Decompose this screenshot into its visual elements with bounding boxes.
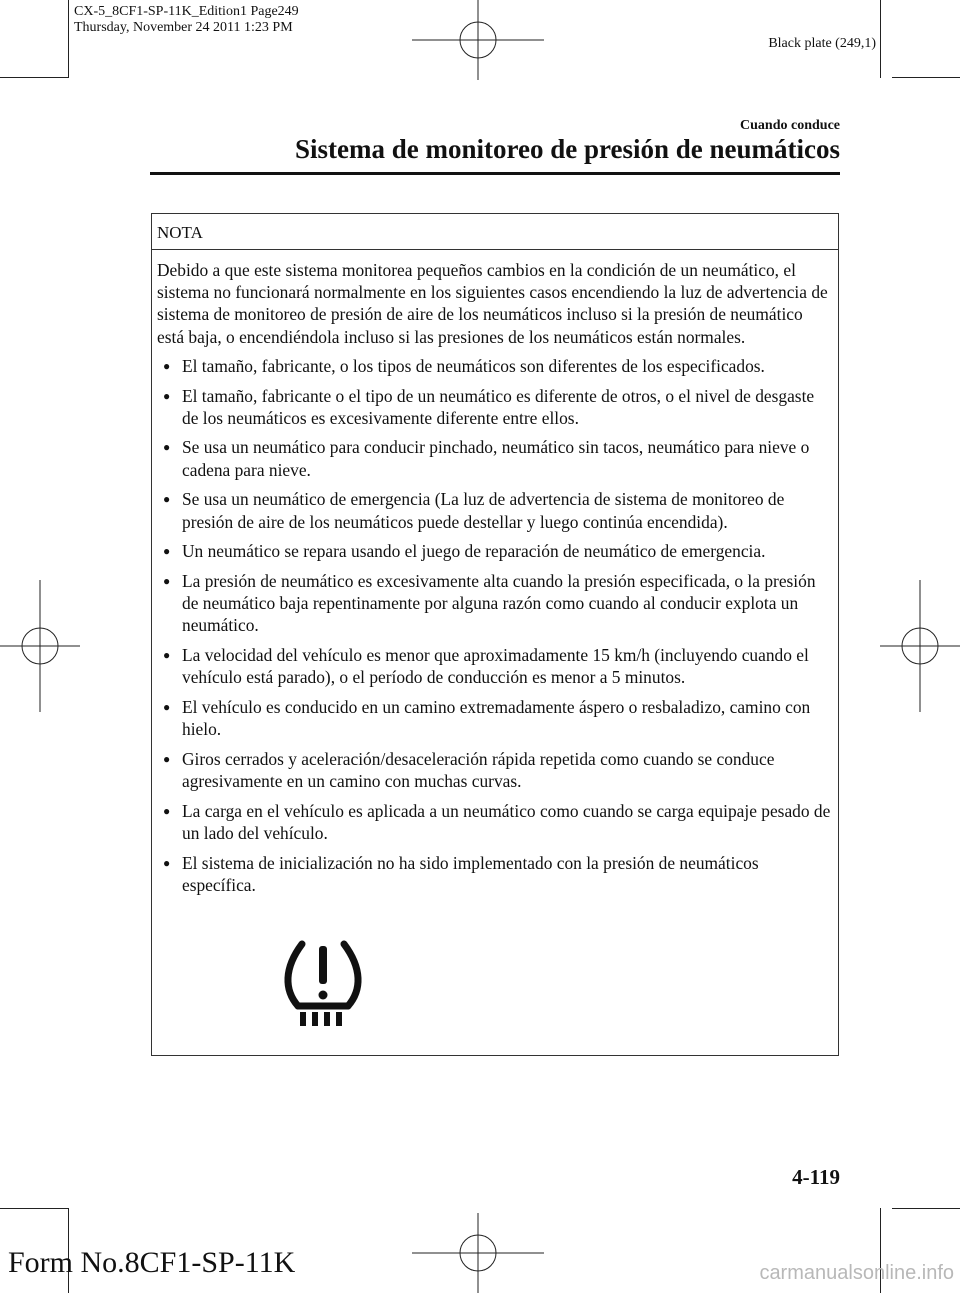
bullet-icon: ● — [163, 388, 171, 403]
bullet-list — [157, 355, 832, 896]
crop-mark — [0, 1208, 68, 1209]
print-file-line: CX-5_8CF1-SP-11K_Edition1 Page249 — [74, 4, 299, 19]
bullet-icon: ● — [163, 648, 171, 663]
crop-mark — [0, 77, 68, 78]
note-heading: NOTA — [152, 214, 838, 250]
bullet-icon: ● — [163, 358, 171, 373]
form-number: Form No.8CF1-SP-11K — [8, 1246, 296, 1279]
list-item: ● La velocidad del vehículo es menor que aproximadamente 15 km/h (incluyendo cuando el vehículo está parado), o el período de conducción es menor a 5 minutos. — [163, 645, 809, 688]
list-item: ● La carga en el vehículo es aplicada a un neumático como cuando se carga equipaje pesado de un lado del vehículo. — [163, 800, 831, 843]
bullet-icon: ● — [163, 492, 171, 507]
bullet-icon: ● — [163, 699, 171, 714]
list-item: ● El tamaño, fabricante o el tipo de un neumático es diferente de otros, o el nivel de desgaste de los neumáticos es excesivamente diferente entre ellos. — [163, 385, 815, 428]
section-label: Cuando conduce — [740, 118, 840, 133]
registration-mark-right — [880, 580, 960, 712]
list-item: ● Se usa un neumático para conducir pinchado, neumático sin tacos, neumático para nieve o cadena para nieve. — [163, 437, 810, 480]
note-box — [151, 213, 839, 1056]
bullet-icon: ● — [163, 855, 171, 870]
bullet-icon: ● — [163, 544, 171, 559]
tire-pressure-warning-icon — [280, 938, 366, 1030]
note-intro: Debido a que este sistema monitorea pequeños cambios en la condición de un neumático, el sistema no funcionará normalmente en los siguientes casos encendiendo la luz de advertencia de sistema de monitoreo de presión de aire de los neumáticos incluso si la presión de neumático está baja, o encendiéndola incluso si las presiones de los neumáticos están normales. — [157, 260, 828, 347]
registration-mark-top — [412, 0, 544, 80]
bullet-icon: ● — [163, 751, 171, 766]
list-item: ● Se usa un neumático de emergencia (La luz de advertencia de sistema de monitoreo de presión de aire de los neumáticos puede destellar y luego continúa encendida). — [163, 489, 785, 532]
list-item: ● La presión de neumático es excesivamente alta cuando la presión especificada, o la presión de neumático baja repentinamente por alguna razón como cuando al conducir explota un neumático. — [163, 570, 816, 636]
list-item: ● El vehículo es conducido en un camino extremadamente áspero o resbaladizo, camino con hielo. — [163, 696, 811, 740]
list-item: ● El tamaño, fabricante, o los tipos de neumáticos son diferentes de los especificados. — [163, 355, 765, 376]
title-rule — [150, 172, 840, 175]
bullet-icon: ● — [163, 803, 171, 818]
print-date-line: Thursday, November 24 2011 1:23 PM — [74, 20, 293, 35]
page-number: 4-119 — [792, 1165, 840, 1189]
list-item: ● Un neumático se repara usando el juego de reparación de neumático de emergencia. — [163, 541, 766, 562]
watermark: carmanualsonline.info — [759, 1262, 954, 1284]
plate-label: Black plate (249,1) — [768, 36, 876, 51]
crop-mark — [892, 77, 960, 78]
crop-mark — [880, 0, 881, 78]
list-item: ● Giros cerrados y aceleración/desaceleración rápida repetida como cuando se conduce agresivamente en un camino con muchas curvas. — [163, 748, 775, 792]
note-body — [152, 250, 838, 896]
registration-mark-left — [0, 580, 80, 712]
bullet-icon: ● — [163, 440, 171, 455]
list-item: ● El sistema de inicialización no ha sido implementado con la presión de neumáticos específica. — [163, 852, 759, 895]
crop-mark — [68, 0, 69, 78]
crop-mark — [892, 1208, 960, 1209]
registration-mark-bottom — [412, 1213, 544, 1293]
bullet-icon: ● — [163, 573, 171, 588]
page-title: Sistema de monitoreo de presión de neumáticos — [295, 134, 840, 164]
